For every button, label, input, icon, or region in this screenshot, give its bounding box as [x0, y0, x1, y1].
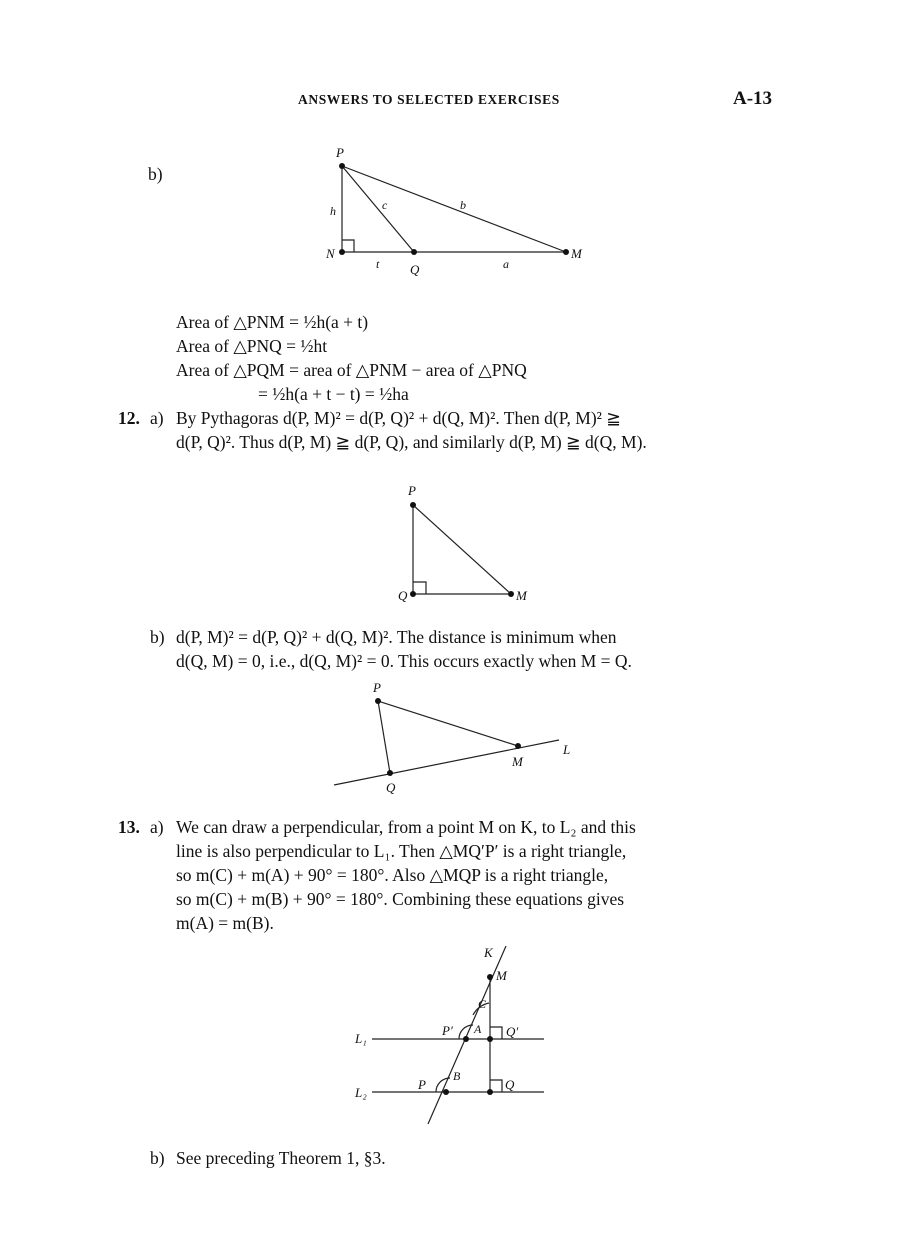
point-m	[487, 974, 493, 980]
area-line-3: Area of △PQM = area of △PNM − area of △PNQ	[176, 360, 527, 380]
label-p: P	[408, 483, 416, 498]
point-p	[443, 1089, 449, 1095]
page-number: A-13	[733, 88, 773, 109]
label-l2: L₂	[355, 1085, 367, 1100]
exercise-13a-line-1: We can draw a perpendicular, from a point M on K, to L₂ and this	[176, 817, 636, 837]
label-q-prime: Q′	[506, 1024, 519, 1039]
label-c: c	[382, 198, 388, 212]
line-k	[428, 946, 506, 1124]
exercise-12a-line-2: d(P, Q)². Thus d(P, M) ≧ d(P, Q), and similarly d(P, M) ≧ d(Q, M).	[176, 432, 647, 452]
label-a: a	[503, 257, 509, 271]
label-p: P	[336, 145, 344, 160]
exercise-13a-line-4: so m(C) + m(B) + 90° = 180°. Combining these equations gives	[176, 889, 625, 909]
exercise-12b-line-2: d(Q, M) = 0, i.e., d(Q, M)² = 0. This occurs exactly when M = Q.	[176, 651, 632, 671]
exercise-12a-label: a)	[150, 408, 164, 428]
label-p: P	[418, 1077, 426, 1092]
part-b-label: b)	[148, 164, 163, 184]
point-q-prime	[487, 1036, 493, 1042]
label-m: M	[496, 968, 507, 983]
exercise-13-number: 13.	[118, 817, 140, 837]
label-n: N	[326, 246, 335, 261]
exercise-12a-line-1: By Pythagoras d(P, M)² = d(P, Q)² + d(Q, M)². Then d(P, M)² ≧	[176, 408, 621, 428]
exercise-13a-label: a)	[150, 817, 164, 837]
exercise-13b-label: b)	[150, 1148, 165, 1168]
label-m: M	[512, 754, 523, 769]
label-l1: L₁	[355, 1031, 367, 1046]
exercise-13b-text: See preceding Theorem 1, §3.	[176, 1148, 386, 1168]
running-head: ANSWERS TO SELECTED EXERCISES	[298, 92, 560, 107]
label-h: h	[330, 204, 336, 218]
label-q: Q	[386, 780, 396, 795]
label-q: Q	[398, 588, 408, 603]
area-line-2: Area of △PNQ = ½ht	[176, 336, 328, 356]
area-line-4: = ½h(a + t − t) = ½ha	[258, 384, 409, 404]
area-line-1: Area of △PNM = ½h(a + t)	[176, 312, 369, 332]
label-q: Q	[410, 262, 420, 277]
label-p-prime: P′	[442, 1023, 453, 1038]
exercise-12-number: 12.	[118, 408, 140, 428]
exercise-12b-line-1: d(P, M)² = d(P, Q)² + d(Q, M)². The distance is minimum when	[176, 627, 617, 647]
exercise-13a-line-5: m(A) = m(B).	[176, 913, 274, 933]
label-m: M	[516, 588, 527, 603]
exercise-13a-line-2: line is also perpendicular to L₁. Then △MQ′P′ is a right triangle,	[176, 841, 627, 861]
point-p-prime	[463, 1036, 469, 1042]
label-t: t	[376, 257, 380, 271]
point-q	[487, 1089, 493, 1095]
label-m: M	[571, 246, 582, 261]
label-c: C	[478, 997, 487, 1011]
label-k: K	[484, 945, 493, 960]
label-a: A	[474, 1022, 482, 1036]
label-b: b	[460, 198, 466, 212]
exercise-12b-label: b)	[150, 627, 165, 647]
label-p: P	[373, 680, 381, 695]
label-l: L	[563, 742, 571, 757]
label-q: Q	[505, 1077, 515, 1092]
exercise-13a-line-3: so m(C) + m(A) + 90° = 180°. Also △MQP is a right triangle,	[176, 865, 609, 885]
label-b: B	[453, 1069, 461, 1083]
